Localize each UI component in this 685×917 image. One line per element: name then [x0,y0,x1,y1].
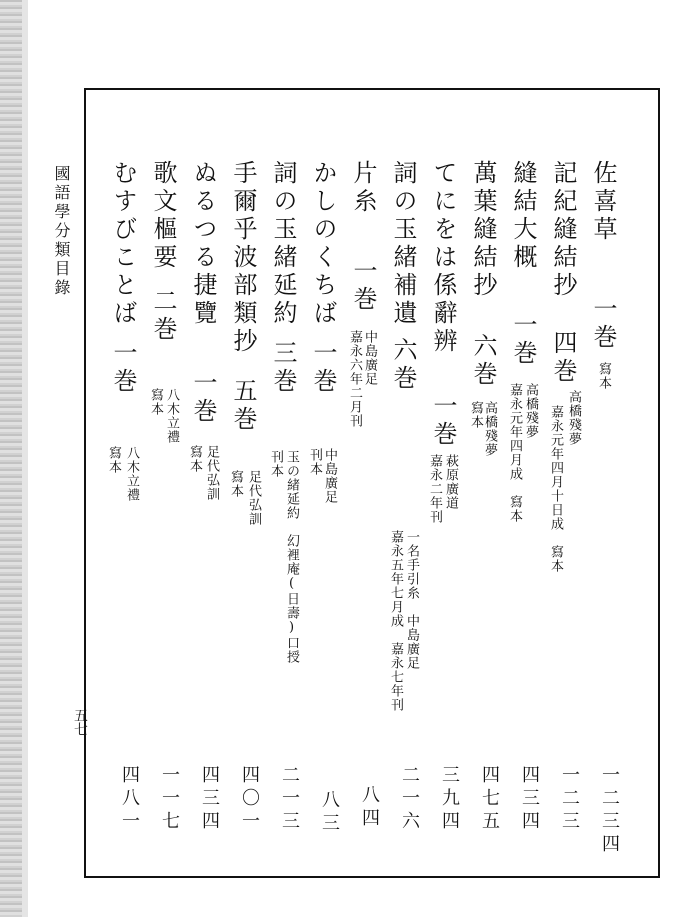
entry-note: 寫本 [106,446,121,474]
entry-volumes: 六巻 [389,337,417,393]
entry-note: 嘉永元年四月十日成 寫本 [548,405,563,573]
entry-title: 歌文樞要 [149,160,177,272]
entry-note: 寫本 [228,470,243,498]
entry-volumes: 四巻 [549,330,577,386]
entry-note: 中島廣足 [322,448,337,504]
entry-title: むすびことば [109,160,137,328]
entry-volumes: 五巻 [229,378,257,434]
entry-note: 高橋殘夢 [523,383,538,439]
entry-note: 高橋殘夢 [566,390,581,446]
entry-volumes: 一巻 [309,340,337,396]
entry-page: 三九四 [439,765,460,834]
entry-note: 寫本 [148,388,163,416]
entry-note: 刊本 [307,448,322,476]
entry-page: 二一三 [279,765,300,834]
entry-title: 縫結大概 [509,160,537,272]
entry-volumes: 一巻 [589,296,617,352]
entry-note: 刊本 [268,450,283,478]
entry-note: 嘉永五年七月成 嘉永七年刊 [388,530,403,712]
entry-volumes: 一巻 [189,370,217,426]
entry-note: 玉の緒延約 幻裡庵(日壽)口授 [284,450,299,664]
entry-note: 嘉永元年四月成 寫本 [507,383,522,523]
entry-page: 一一七 [159,765,180,834]
entry-title: ぬるつる捷覽 [189,160,217,328]
entry-page: 四三四 [519,765,540,834]
page-binding-edge [0,0,22,917]
entry-volumes: 六巻 [469,333,497,389]
entry-volumes: 一巻 [349,258,377,314]
entry-note: 高橋殘夢 [482,401,497,457]
entry-page: 二一六 [399,765,420,834]
entry-note: 足代弘訓 [246,470,261,526]
entry-note: 萩原廣道 [443,454,458,510]
page-folio: 五七 [72,708,88,736]
entry-title: かしのくちば [309,160,337,328]
entry-title: 詞の玉緒補遺 [389,160,417,328]
entry-title: 片糸 [349,160,377,216]
entry-note: 寫本 [187,445,202,473]
entry-page: 一二三 [559,765,580,834]
page-binding-shadow [22,0,28,917]
entry-page: 四七五 [479,765,500,834]
entry-note: 八木立禮 [164,388,179,444]
entry-note: 一名手引糸 中島廣足 [404,530,419,670]
entry-title: 記紀縫結抄 [549,160,577,300]
entry-page: 一二三四 [599,765,620,857]
entry-page: 八三 [319,790,340,836]
entry-note: 寫本 [468,401,483,429]
entry-note: 寫本 [596,362,611,390]
entry-page: 八四 [359,785,380,831]
running-header: 國語學分類目錄 [52,165,71,298]
entry-volumes: 三巻 [269,340,297,396]
entry-title: 萬葉縫結抄 [469,160,497,300]
entry-title: 詞の玉緒延約 [269,160,297,328]
entry-note: 嘉永二年刊 [427,454,442,524]
entry-note: 中島廣足 [362,330,377,386]
entry-volumes: 一巻 [109,340,137,396]
entry-note: 足代弘訓 [204,445,219,501]
entry-page: 四三四 [199,765,220,834]
entry-volumes: 二巻 [149,288,177,344]
entry-volumes: 一巻 [509,312,537,368]
entry-note: 嘉永六年二月刊 [347,330,362,428]
entry-page: 四八一 [119,765,140,834]
entry-note: 八木立禮 [124,446,139,502]
entry-title: てにをは係辭辨 [429,160,457,356]
entry-title: 手爾乎波部類抄 [229,160,257,356]
entry-page: 四〇一 [239,765,260,834]
entry-title: 佐喜草 [589,160,617,244]
entry-volumes: 一巻 [429,393,457,449]
